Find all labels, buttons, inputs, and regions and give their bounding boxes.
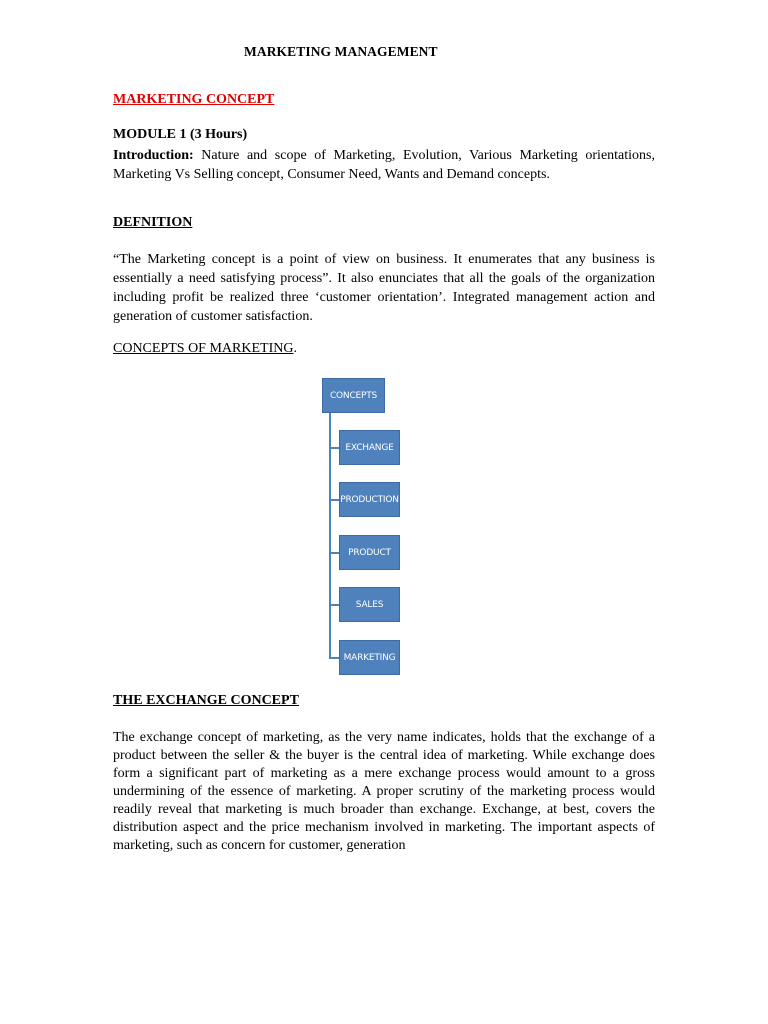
definition-paragraph: “The Marketing concept is a point of view on business. It enumerates that any business is essentially a need satisfying process”. It also enunciates that all the goals of the organization including profit be realized three ‘customer orientation’. Integrated management action and generation of customer satisfaction. [113, 252, 655, 324]
diagram-node-product: PRODUCT [339, 535, 400, 570]
diagram-node-sales: SALES [339, 587, 400, 622]
concepts-heading-period: . [293, 341, 297, 356]
concepts-heading: CONCEPTS OF MARKETING [113, 341, 294, 356]
diagram-branch-connector [329, 657, 339, 659]
diagram-branch-connector [329, 447, 339, 449]
document-title: MARKETING MANAGEMENT [244, 44, 438, 59]
introduction-label: Introduction: [113, 148, 194, 163]
definition-heading: DEFNITION [113, 215, 193, 230]
diagram-branch-connector [329, 604, 339, 606]
module-heading: MODULE 1 (3 Hours) [113, 127, 248, 142]
diagram-node-marketing: MARKETING [339, 640, 400, 675]
section-title: MARKETING CONCEPT [113, 92, 275, 107]
diagram-node-exchange: EXCHANGE [339, 430, 400, 465]
diagram-node-production: PRODUCTION [339, 482, 400, 517]
concepts-heading-line [113, 341, 297, 357]
exchange-concept-heading: THE EXCHANGE CONCEPT [113, 693, 299, 708]
diagram-root-node: CONCEPTS [322, 378, 385, 413]
diagram-trunk-connector [329, 413, 331, 659]
introduction-text: Nature and scope of Marketing, Evolution, Various Marketing orientations, Marketing Vs Selling concept, Consumer Need, Wants and Demand concepts. [113, 148, 655, 182]
diagram-branch-connector [329, 499, 339, 501]
diagram-branch-connector [329, 552, 339, 554]
introduction-paragraph [113, 146, 655, 184]
exchange-concept-paragraph: The exchange concept of marketing, as the very name indicates, holds that the exchange of a product between the seller & the buyer is the central idea of marketing. While exchange does form a significant part of marketing as a mere exchange process would amount to a gross undermining of the essence of marketing. A proper scrutiny of the marketing process would readily reveal that marketing is much broader than exchange. Exchange, at best, covers the distribution aspect and the price mechanism involved in marketing. The important aspects of marketing, such as concern for customer, generation [113, 730, 655, 853]
